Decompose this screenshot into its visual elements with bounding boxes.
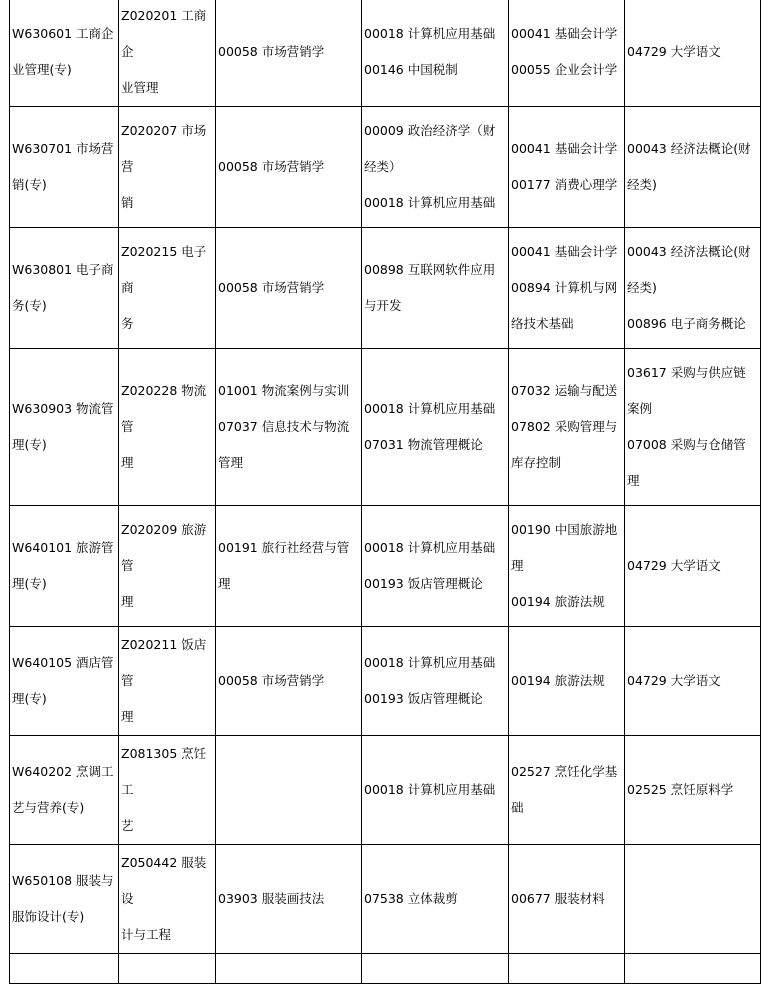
cell-line: 理(专) (12, 576, 47, 591)
cell-line: Z020215 电子商 (121, 244, 207, 295)
major-cell (10, 0, 119, 107)
cell-line: 理 (218, 576, 231, 591)
cell-line: Z020211 饭店管 (121, 637, 207, 688)
cell-line: Z020209 旅游管 (121, 522, 207, 573)
cell-line: 00009 政治经济学（财 (364, 123, 496, 138)
cell-line: Z081305 烹饪工 (121, 746, 207, 797)
cell-line: 务 (121, 316, 134, 331)
undergrad-major-cell (119, 228, 216, 349)
cell-line: 07538 立体裁剪 (364, 891, 458, 906)
cell-line: 销 (121, 195, 134, 210)
cell-line: 理(专) (12, 437, 47, 452)
undergrad-major-cell (119, 627, 216, 736)
course-cell (625, 736, 761, 845)
cell-line: 00055 企业会计学 (511, 62, 618, 77)
cell-line: 00896 电子商务概论 (627, 316, 746, 331)
table-row (10, 228, 761, 349)
course-cell (216, 107, 362, 228)
cell-line: 00191 旅行社经营与管 (218, 540, 350, 555)
cell-line: 00041 基础会计学 (511, 26, 618, 41)
cell-line: 经类） (364, 159, 402, 174)
course-mapping-table (9, 0, 761, 984)
course-cell (509, 954, 625, 984)
cell-line: 07802 采购管理与 (511, 419, 618, 434)
undergrad-major-cell (119, 954, 216, 984)
cell-line: 络技术基础 (511, 316, 574, 331)
course-cell (362, 627, 509, 736)
course-cell (509, 627, 625, 736)
cell-line: Z050442 服装设 (121, 855, 207, 906)
course-cell (216, 954, 362, 984)
cell-line: 07032 运输与配送 (511, 383, 618, 398)
table-row (10, 349, 761, 506)
cell-line: 艺与营养(专) (12, 800, 85, 815)
course-cell (509, 349, 625, 506)
cell-line: 00018 计算机应用基础 (364, 655, 496, 670)
cell-line: 00193 饭店管理概论 (364, 576, 483, 591)
cell-line: Z020228 物流管 (121, 383, 207, 434)
course-cell (216, 845, 362, 954)
course-cell (216, 736, 362, 845)
table-row (10, 736, 761, 845)
cell-line: 00146 中国税制 (364, 62, 458, 77)
cell-line: 经类) (627, 280, 657, 295)
cell-line: Z020201 工商企 (121, 8, 207, 59)
cell-line: 00177 消费心理学 (511, 177, 618, 192)
table-row (10, 506, 761, 627)
cell-line: 00043 经济法概论(财 (627, 141, 751, 156)
course-cell (509, 228, 625, 349)
cell-line: 理 (121, 455, 134, 470)
course-cell (216, 627, 362, 736)
cell-line: 与开发 (364, 298, 402, 313)
cell-line: 00898 互联网软件应用 (364, 262, 496, 277)
cell-line: W630903 物流管 (12, 401, 114, 416)
cell-line: 00018 计算机应用基础 (364, 782, 496, 797)
course-cell (216, 0, 362, 107)
cell-line: 01001 物流案例与实训 (218, 383, 350, 398)
cell-line: 业管理(专) (12, 62, 72, 77)
cell-line: W640202 烹调工 (12, 764, 114, 779)
cell-line: 库存控制 (511, 455, 562, 470)
cell-line: 理 (121, 709, 134, 724)
course-cell (625, 228, 761, 349)
table-row (10, 627, 761, 736)
course-cell (509, 506, 625, 627)
course-cell (509, 845, 625, 954)
cell-line: 理 (627, 473, 640, 488)
cell-line: 销(专) (12, 177, 47, 192)
course-cell (625, 506, 761, 627)
course-cell (216, 506, 362, 627)
table-row (10, 954, 761, 984)
cell-line: 07031 物流管理概论 (364, 437, 483, 452)
cell-line: 00018 计算机应用基础 (364, 401, 496, 416)
cell-line: 经类) (627, 177, 657, 192)
cell-line: 00058 市场营销学 (218, 44, 325, 59)
cell-line: 理 (511, 558, 524, 573)
table-row (10, 107, 761, 228)
course-cell (509, 736, 625, 845)
major-cell (10, 736, 119, 845)
major-cell (10, 228, 119, 349)
major-cell (10, 954, 119, 984)
course-cell (625, 349, 761, 506)
cell-line: 00018 计算机应用基础 (364, 540, 496, 555)
cell-line: 务(专) (12, 298, 47, 313)
cell-line: 00190 中国旅游地 (511, 522, 618, 537)
course-cell (625, 107, 761, 228)
cell-line: 00194 旅游法规 (511, 673, 605, 688)
cell-line: 00018 计算机应用基础 (364, 195, 496, 210)
cell-line: 00041 基础会计学 (511, 244, 618, 259)
course-cell (362, 736, 509, 845)
cell-line: 00043 经济法概论(财 (627, 244, 751, 259)
course-cell (362, 506, 509, 627)
cell-line: 07037 信息技术与物流 (218, 419, 350, 434)
cell-line: 04729 大学语文 (627, 558, 721, 573)
cell-line: 02525 烹饪原料学 (627, 782, 734, 797)
cell-line: 艺 (121, 818, 134, 833)
cell-line: 03903 服装画技法 (218, 891, 325, 906)
major-cell (10, 107, 119, 228)
course-cell (509, 0, 625, 107)
cell-line: 础 (511, 800, 524, 815)
cell-line: 00894 计算机与网 (511, 280, 618, 295)
course-cell (362, 107, 509, 228)
cell-line: 管理 (218, 455, 244, 470)
cell-line: 00058 市场营销学 (218, 159, 325, 174)
cell-line: 00193 饭店管理概论 (364, 691, 483, 706)
cell-line: 00058 市场营销学 (218, 280, 325, 295)
cell-line: 理 (121, 594, 134, 609)
cell-line: 04729 大学语文 (627, 44, 721, 59)
cell-line: 00058 市场营销学 (218, 673, 325, 688)
undergrad-major-cell (119, 0, 216, 107)
course-cell (509, 107, 625, 228)
cell-line: 业管理 (121, 80, 159, 95)
cell-line: 00194 旅游法规 (511, 594, 605, 609)
cell-line: 服饰设计(专) (12, 909, 85, 924)
course-cell (362, 845, 509, 954)
course-cell (625, 627, 761, 736)
cell-line: 00041 基础会计学 (511, 141, 618, 156)
undergrad-major-cell (119, 107, 216, 228)
cell-line: Z020207 市场营 (121, 123, 207, 174)
course-cell (362, 228, 509, 349)
cell-line: 计与工程 (121, 927, 172, 942)
table-row (10, 0, 761, 107)
course-cell (625, 0, 761, 107)
course-cell (216, 349, 362, 506)
cell-line: 03617 采购与供应链 (627, 365, 746, 380)
cell-line: W630601 工商企 (12, 26, 114, 41)
undergrad-major-cell (119, 736, 216, 845)
cell-line: 07008 采购与仓储管 (627, 437, 746, 452)
major-cell (10, 349, 119, 506)
undergrad-major-cell (119, 845, 216, 954)
course-cell (362, 0, 509, 107)
cell-line: W640101 旅游管 (12, 540, 114, 555)
course-cell (625, 954, 761, 984)
undergrad-major-cell (119, 506, 216, 627)
undergrad-major-cell (119, 349, 216, 506)
course-cell (362, 954, 509, 984)
cell-line: W630801 电子商 (12, 262, 114, 277)
cell-line: 04729 大学语文 (627, 673, 721, 688)
cell-line: 00677 服装材料 (511, 891, 605, 906)
cell-line: 案例 (627, 401, 653, 416)
cell-line: 00018 计算机应用基础 (364, 26, 496, 41)
cell-line: W640105 酒店管 (12, 655, 114, 670)
major-cell (10, 627, 119, 736)
course-cell (625, 845, 761, 954)
cell-line: W650108 服装与 (12, 873, 114, 888)
cell-line: 理(专) (12, 691, 47, 706)
course-cell (362, 349, 509, 506)
table-row (10, 845, 761, 954)
major-cell (10, 845, 119, 954)
cell-line: W630701 市场营 (12, 141, 114, 156)
major-cell (10, 506, 119, 627)
cell-line: 02527 烹饪化学基 (511, 764, 618, 779)
table-body (10, 0, 761, 984)
course-cell (216, 228, 362, 349)
